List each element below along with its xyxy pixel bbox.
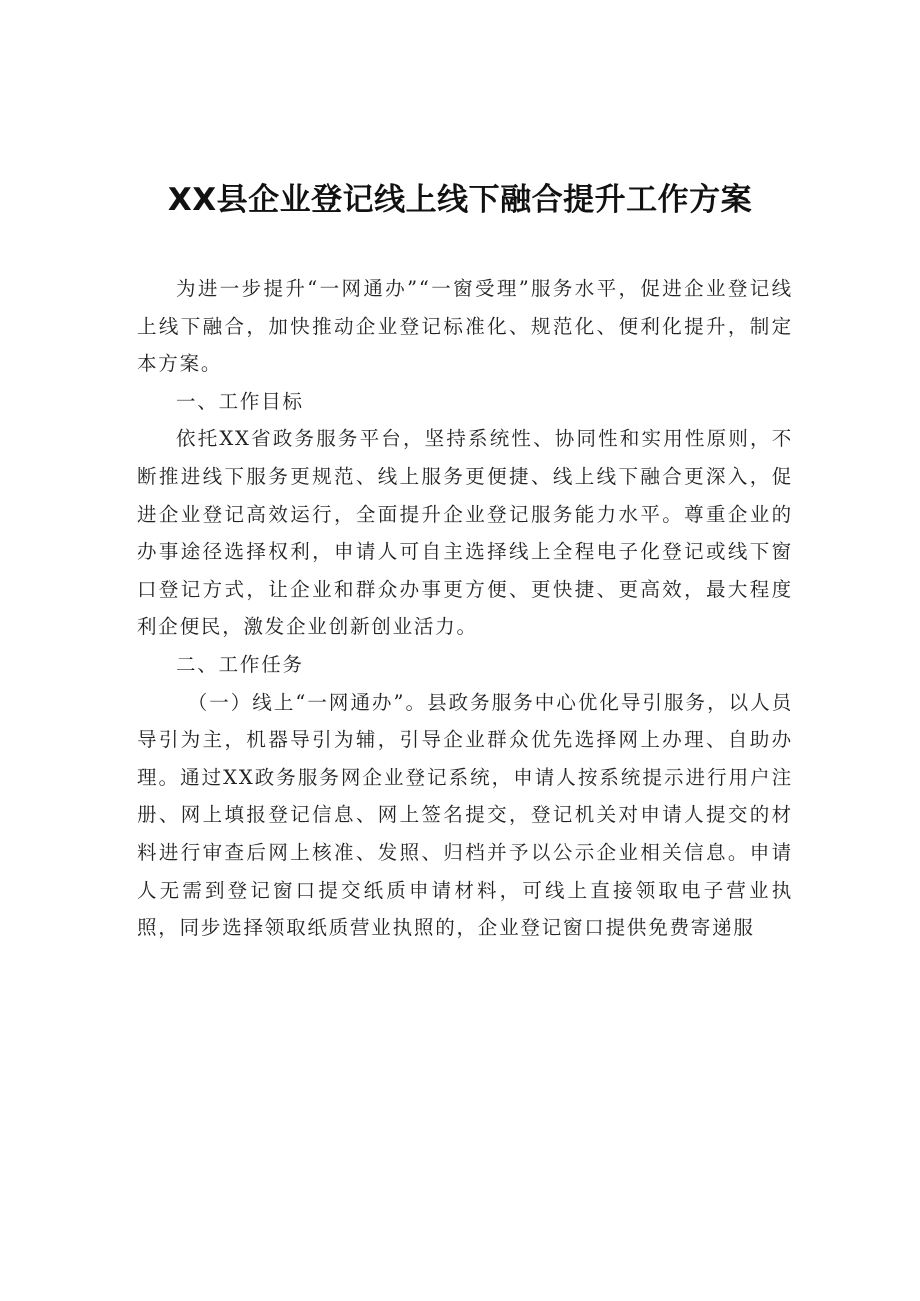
intro-paragraph: 为进一步提升“一网通办”“一窗受理”服务水平，促进企业登记线上线下融合，加快推动企业登记标准化、规范化、便利化提升，制定本方案。: [137, 277, 793, 376]
document-body: [137, 270, 793, 947]
section-heading-tasks: 二、工作任务: [176, 652, 304, 676]
task-item-online: （一）线上“一网通办”。县政务服务中心优化导引服务，以人员导引为主，机器导引为辅，引导企业群众优先选择网上办理、自助办理。通过XX政务服务网企业登记系统，申请人按系统提示进行用户注册、网上填报登记信息、网上签名提交，登记机关对申请人提交的材料进行审查后网上核准、发照、归档并予以公示企业相关信息。申请人无需到登记窗口提交纸质申请材料，可线上直接领取电子营业执照，同步选择领取纸质营业执照的，企业登记窗口提供免费寄递服: [137, 690, 793, 940]
section-heading-goals: 一、工作目标: [176, 389, 304, 413]
document-title: XX县企业登记线上线下融合提升工作方案: [167, 182, 753, 218]
goals-paragraph: 依托XX省政务服务平台，坚持系统性、协同性和实用性原则，不断推进线下服务更规范、线上服务更便捷、线上线下融合更深入，促进企业登记高效运行，全面提升企业登记服务能力水平。尊重企业的办事途径选择权利，申请人可自主选择线上全程电子化登记或线下窗口登记方式，让企业和群众办事更方便、更快捷、更高效，最大程度利企便民，激发企业创新创业活力。: [137, 427, 793, 639]
